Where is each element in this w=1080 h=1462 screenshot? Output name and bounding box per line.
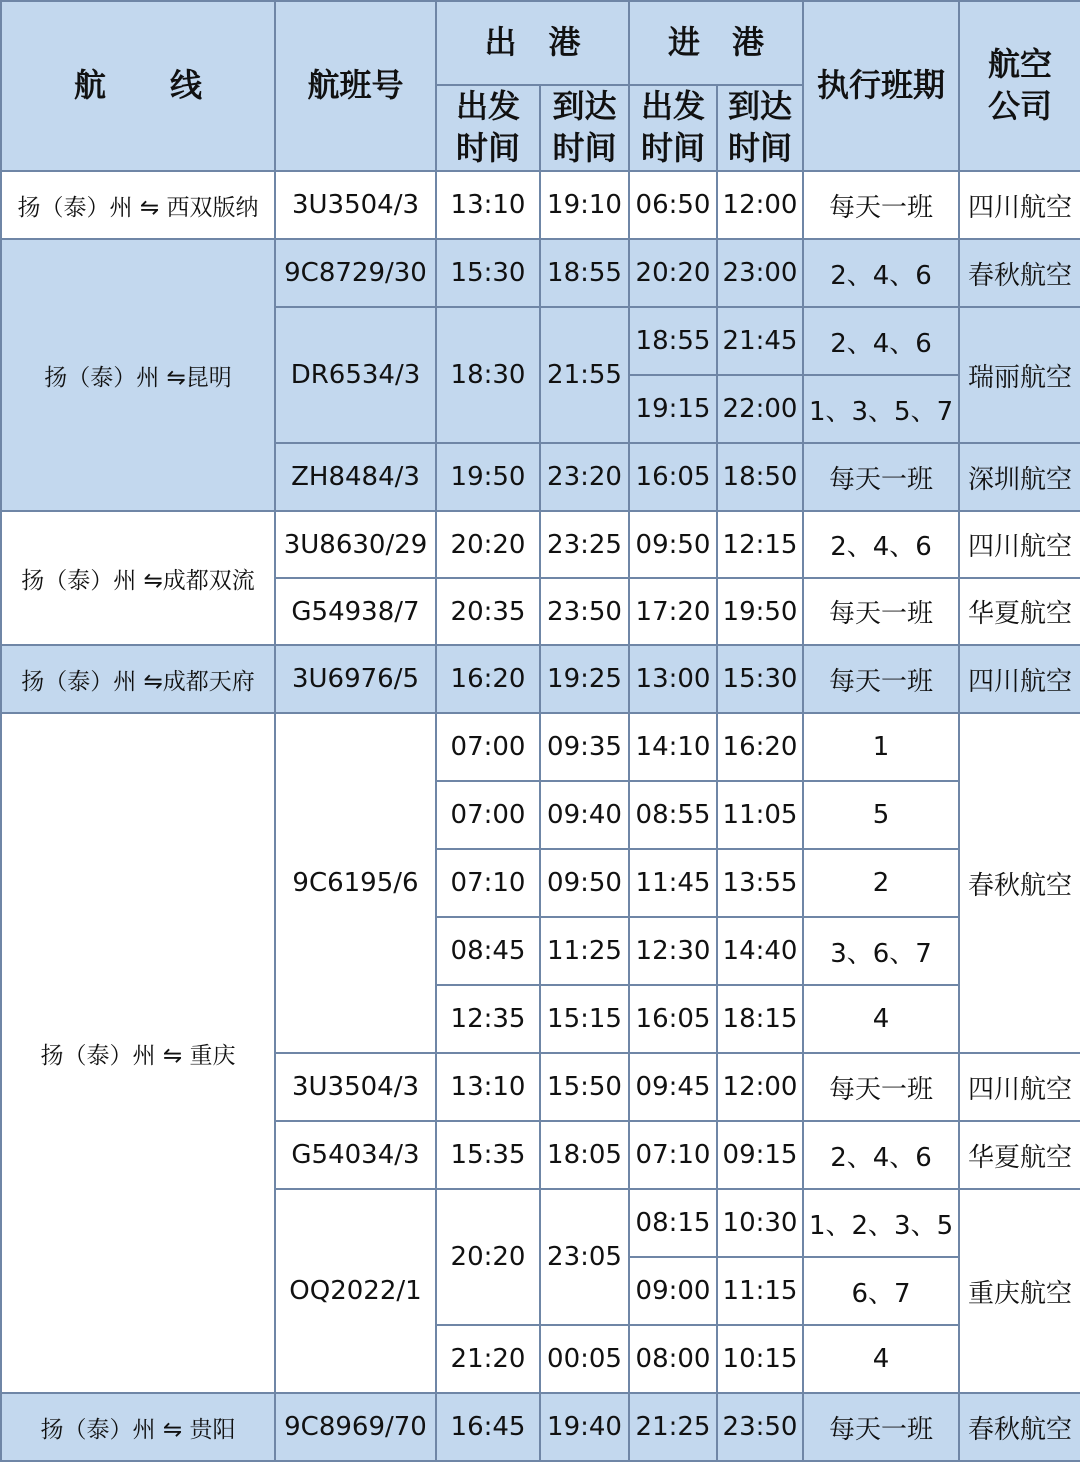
- airline-cell: 华夏航空: [959, 578, 1080, 645]
- time-cell: 08:00: [629, 1325, 717, 1393]
- time-cell: 23:05: [540, 1189, 629, 1325]
- schedule-cell: 每天一班: [803, 171, 959, 239]
- header-arrival: 进 港: [629, 1, 803, 85]
- schedule-cell: 6、7: [803, 1257, 959, 1325]
- time-cell: 18:30: [436, 307, 540, 443]
- flight-no-cell: G54034/3: [275, 1121, 436, 1189]
- time-cell: 08:45: [436, 917, 540, 985]
- route-cell: 扬（泰）州 ⇋ 贵阳: [1, 1393, 275, 1461]
- airline-cell: 瑞丽航空: [959, 307, 1080, 443]
- flight-no-cell: DR6534/3: [275, 307, 436, 443]
- flight-no-cell: 3U3504/3: [275, 171, 436, 239]
- header-route: 航 线: [1, 1, 275, 171]
- time-cell: 23:20: [540, 443, 629, 511]
- schedule-cell: 2、4、6: [803, 307, 959, 375]
- time-cell: 12:00: [717, 171, 803, 239]
- route-cell: 扬（泰）州 ⇋成都双流: [1, 511, 275, 645]
- flight-no-cell: 3U6976/5: [275, 645, 436, 713]
- schedule-cell: 4: [803, 985, 959, 1053]
- time-cell: 13:10: [436, 1053, 540, 1121]
- time-cell: 13:55: [717, 849, 803, 917]
- time-cell: 16:05: [629, 443, 717, 511]
- table-row: [1, 171, 1080, 239]
- table-row: [1, 239, 1080, 307]
- time-cell: 07:00: [436, 781, 540, 849]
- schedule-cell: 每天一班: [803, 1053, 959, 1121]
- schedule-cell: 3、6、7: [803, 917, 959, 985]
- flight-no-cell: G54938/7: [275, 578, 436, 645]
- route-cell: 扬（泰）州 ⇋昆明: [1, 239, 275, 511]
- time-cell: 18:50: [717, 443, 803, 511]
- airline-cell: 重庆航空: [959, 1189, 1080, 1393]
- time-cell: 22:00: [717, 375, 803, 443]
- time-cell: 23:50: [540, 578, 629, 645]
- schedule-cell: 1、2、3、5: [803, 1189, 959, 1257]
- time-cell: 11:45: [629, 849, 717, 917]
- time-cell: 19:50: [717, 578, 803, 645]
- time-cell: 11:05: [717, 781, 803, 849]
- time-cell: 19:50: [436, 443, 540, 511]
- time-cell: 19:10: [540, 171, 629, 239]
- time-cell: 19:40: [540, 1393, 629, 1461]
- flight-no-cell: 9C8729/30: [275, 239, 436, 307]
- schedule-cell: 5: [803, 781, 959, 849]
- flight-no-cell: 9C6195/6: [275, 713, 436, 1053]
- time-cell: 09:50: [629, 511, 717, 578]
- schedule-cell: 2、4、6: [803, 1121, 959, 1189]
- airline-cell: 深圳航空: [959, 443, 1080, 511]
- time-cell: 13:10: [436, 171, 540, 239]
- time-cell: 12:30: [629, 917, 717, 985]
- schedule-cell: 2、4、6: [803, 239, 959, 307]
- flight-no-cell: 3U8630/29: [275, 511, 436, 578]
- time-cell: 12:00: [717, 1053, 803, 1121]
- airline-cell: 四川航空: [959, 645, 1080, 713]
- header-flight-no: 航班号: [275, 1, 436, 171]
- route-cell: 扬（泰）州 ⇋成都天府: [1, 645, 275, 713]
- time-cell: 20:20: [436, 511, 540, 578]
- table-row: [1, 645, 1080, 713]
- time-cell: 06:50: [629, 171, 717, 239]
- time-cell: 10:30: [717, 1189, 803, 1257]
- time-cell: 08:55: [629, 781, 717, 849]
- time-cell: 19:15: [629, 375, 717, 443]
- header-schedule: 执行班期: [803, 1, 959, 171]
- time-cell: 15:15: [540, 985, 629, 1053]
- route-cell: 扬（泰）州 ⇋ 重庆: [1, 713, 275, 1393]
- route-cell: 扬（泰）州 ⇋ 西双版纳: [1, 171, 275, 239]
- time-cell: 23:00: [717, 239, 803, 307]
- time-cell: 09:40: [540, 781, 629, 849]
- time-cell: 10:15: [717, 1325, 803, 1393]
- time-cell: 16:05: [629, 985, 717, 1053]
- schedule-cell: 每天一班: [803, 1393, 959, 1461]
- time-cell: 15:50: [540, 1053, 629, 1121]
- time-cell: 00:05: [540, 1325, 629, 1393]
- time-cell: 18:15: [717, 985, 803, 1053]
- header-arr-arrive-time: 到达 时间: [717, 85, 803, 171]
- airline-cell: 华夏航空: [959, 1121, 1080, 1189]
- time-cell: 15:30: [436, 239, 540, 307]
- time-cell: 21:45: [717, 307, 803, 375]
- time-cell: 20:20: [629, 239, 717, 307]
- airline-cell: 四川航空: [959, 511, 1080, 578]
- time-cell: 11:25: [540, 917, 629, 985]
- time-cell: 20:20: [436, 1189, 540, 1325]
- airline-cell: 四川航空: [959, 171, 1080, 239]
- time-cell: 16:45: [436, 1393, 540, 1461]
- header-dep-depart-time: 出发 时间: [436, 85, 540, 171]
- time-cell: 08:15: [629, 1189, 717, 1257]
- time-cell: 19:25: [540, 645, 629, 713]
- table-row: [1, 511, 1080, 578]
- time-cell: 23:50: [717, 1393, 803, 1461]
- time-cell: 18:55: [540, 239, 629, 307]
- schedule-cell: 1: [803, 713, 959, 781]
- header-arr-depart-time: 出发 时间: [629, 85, 717, 171]
- time-cell: 07:10: [629, 1121, 717, 1189]
- schedule-cell: 1、3、5、7: [803, 375, 959, 443]
- table-row: [1, 1393, 1080, 1461]
- schedule-cell: 每天一班: [803, 645, 959, 713]
- airline-cell: 春秋航空: [959, 1393, 1080, 1461]
- header-departure: 出 港: [436, 1, 629, 85]
- time-cell: 13:00: [629, 645, 717, 713]
- header-airline: 航空 公司: [959, 1, 1080, 171]
- schedule-cell: 每天一班: [803, 578, 959, 645]
- schedule-cell: 每天一班: [803, 443, 959, 511]
- time-cell: 07:10: [436, 849, 540, 917]
- table-row: [1, 713, 1080, 781]
- flight-no-cell: 9C8969/70: [275, 1393, 436, 1461]
- time-cell: 09:45: [629, 1053, 717, 1121]
- time-cell: 14:40: [717, 917, 803, 985]
- airline-cell: 春秋航空: [959, 713, 1080, 1053]
- schedule-cell: 4: [803, 1325, 959, 1393]
- schedule-cell: 2、4、6: [803, 511, 959, 578]
- flight-no-cell: 3U3504/3: [275, 1053, 436, 1121]
- time-cell: 16:20: [717, 713, 803, 781]
- time-cell: 15:35: [436, 1121, 540, 1189]
- time-cell: 21:20: [436, 1325, 540, 1393]
- time-cell: 09:50: [540, 849, 629, 917]
- time-cell: 20:35: [436, 578, 540, 645]
- time-cell: 16:20: [436, 645, 540, 713]
- time-cell: 23:25: [540, 511, 629, 578]
- time-cell: 12:35: [436, 985, 540, 1053]
- schedule-cell: 2: [803, 849, 959, 917]
- time-cell: 09:35: [540, 713, 629, 781]
- airline-cell: 春秋航空: [959, 239, 1080, 307]
- time-cell: 18:55: [629, 307, 717, 375]
- time-cell: 07:00: [436, 713, 540, 781]
- time-cell: 09:15: [717, 1121, 803, 1189]
- time-cell: 12:15: [717, 511, 803, 578]
- time-cell: 15:30: [717, 645, 803, 713]
- time-cell: 09:00: [629, 1257, 717, 1325]
- header-dep-arrive-time: 到达 时间: [540, 85, 629, 171]
- time-cell: 11:15: [717, 1257, 803, 1325]
- flight-no-cell: ZH8484/3: [275, 443, 436, 511]
- airline-cell: 四川航空: [959, 1053, 1080, 1121]
- flight-no-cell: OQ2022/1: [275, 1189, 436, 1393]
- time-cell: 21:25: [629, 1393, 717, 1461]
- time-cell: 17:20: [629, 578, 717, 645]
- time-cell: 14:10: [629, 713, 717, 781]
- time-cell: 18:05: [540, 1121, 629, 1189]
- time-cell: 21:55: [540, 307, 629, 443]
